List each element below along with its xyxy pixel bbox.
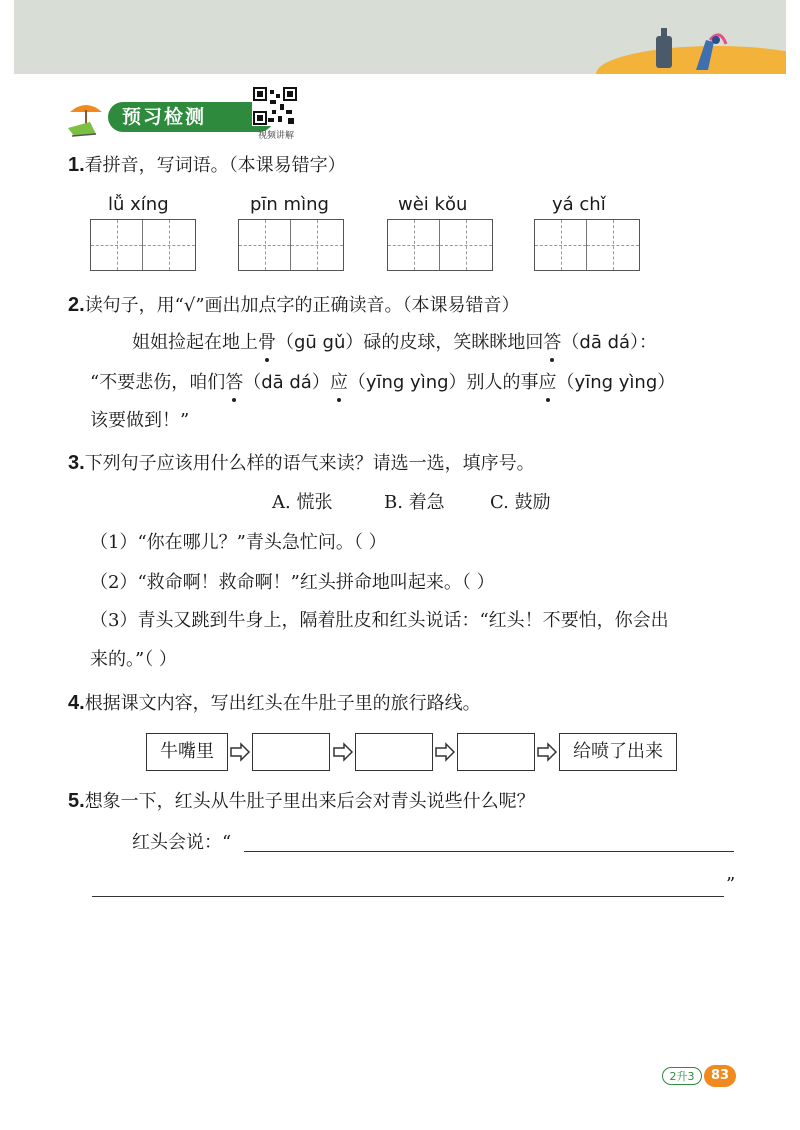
arrow-right-icon (536, 742, 558, 762)
dotted-char-gu: 骨 (258, 330, 276, 356)
q2-sentence-line-2 (90, 370, 675, 396)
sentence-text: “不要悲伤，咱们 (90, 372, 226, 393)
grid-cell[interactable] (388, 220, 440, 270)
grid-cell[interactable] (440, 220, 492, 270)
arrow-right-icon (332, 742, 354, 762)
pinyin-options[interactable]: （dā dá） (243, 372, 330, 393)
dotted-char-da: 答 (225, 370, 243, 396)
q3-item-2[interactable]: （2）“救命啊！救命啊！”红头拼命地叫起来。（ ） (90, 572, 495, 593)
route-start-box: 牛嘴里 (146, 733, 228, 771)
q5-prompt (68, 788, 535, 815)
q3-text: 下列句子应该用什么样的语气来读？请选一选，填序号。 (84, 453, 535, 474)
grid-cell[interactable] (291, 220, 343, 270)
route-blank-box-2[interactable] (355, 733, 433, 771)
q2-note: （本课易错音） (402, 295, 520, 316)
answer-line-2[interactable] (92, 896, 724, 897)
beach-illustration (586, 0, 786, 74)
sentence-text: 姐姐捡起在地上 (132, 332, 258, 353)
section-header (60, 98, 240, 138)
q1-writing-grid-4[interactable] (534, 219, 640, 271)
q5-close-quote: ” (726, 874, 736, 895)
q1-pinyin-1: lǚ xíng (108, 194, 169, 215)
q1-writing-grid-1[interactable] (90, 219, 196, 271)
q3-prompt (68, 450, 535, 477)
q2-number: 2. (68, 294, 85, 316)
q3-number: 3. (68, 452, 85, 474)
q4-number: 4. (68, 692, 85, 714)
arrow-right-icon (229, 742, 251, 762)
q3-item-1[interactable]: （1）“你在哪儿？”青头急忙问。（ ） (90, 532, 387, 553)
q3-item-3: （3）青头又跳到牛身上，隔着肚皮和红头说话：“红头！不要怕，你会出 (90, 610, 669, 631)
q1-pinyin-3: wèi kǒu (398, 194, 468, 215)
grade-label: 2升3 (662, 1067, 702, 1085)
q5-text: 想象一下，红头从牛肚子里出来后会对青头说些什么呢？ (84, 791, 535, 812)
route-blank-box-3[interactable] (457, 733, 535, 771)
route-blank-box-1[interactable] (252, 733, 330, 771)
sentence-text: 别人的事 (466, 372, 539, 393)
q2-sentence-line-1 (132, 330, 657, 356)
arrow-right-icon (434, 742, 456, 762)
q1-pinyin-4: yá chǐ (552, 194, 606, 215)
pinyin-options[interactable]: （dā dá）： (561, 332, 658, 353)
q1-writing-grid-3[interactable] (387, 219, 493, 271)
grid-cell[interactable] (587, 220, 639, 270)
q1-number: 1. (68, 154, 85, 176)
q4-text: 根据课文内容，写出红头在牛肚子里的旅行路线。 (84, 693, 481, 714)
q4-prompt (68, 690, 481, 717)
grid-cell[interactable] (239, 220, 291, 270)
q1-note: （本课易错字） (228, 155, 346, 176)
q3-item-3-cont[interactable]: 来的。”（ ） (90, 649, 177, 670)
dotted-char-ying: 应 (330, 370, 348, 396)
q3-option-a: A. 慌张 (272, 492, 333, 513)
q1-prompt (68, 152, 346, 179)
grid-cell[interactable] (535, 220, 587, 270)
dotted-char-ying: 应 (539, 370, 557, 396)
pinyin-options[interactable]: （gū gǔ） (276, 332, 364, 353)
q5-answer-prompt: 红头会说：“ (132, 832, 232, 853)
qr-caption: 视频讲解 (257, 131, 294, 141)
top-banner (14, 0, 786, 74)
q1-writing-grid-2[interactable] (238, 219, 344, 271)
q1-text: 看拼音，写词语。 (84, 155, 229, 176)
q3-option-b: B. 着急 (384, 492, 445, 513)
qr-code-icon[interactable] (252, 86, 298, 126)
q2-prompt (68, 292, 520, 319)
q5-number: 5. (68, 790, 85, 812)
page-number: 83 (704, 1065, 736, 1087)
sentence-text: 碌的皮球，笑眯眯地回 (363, 332, 544, 353)
grid-cell[interactable] (91, 220, 143, 270)
section-title: 预习检测 (108, 102, 274, 132)
route-end-box: 给喷了出来 (559, 733, 677, 771)
dotted-char-da: 答 (543, 330, 561, 356)
q2-sentence-line-3: 该要做到！” (90, 410, 190, 431)
answer-line-1[interactable] (244, 851, 734, 852)
q2-text: 读句子，用“√”画出加点字的正确读音。 (84, 295, 403, 316)
q3-option-c: C. 鼓励 (490, 492, 551, 513)
grid-cell[interactable] (143, 220, 195, 270)
q1-pinyin-2: pīn mìng (250, 194, 329, 215)
pinyin-options[interactable]: （yīng yìng） (556, 372, 676, 393)
pinyin-options[interactable]: （yīng yìng） (347, 372, 467, 393)
